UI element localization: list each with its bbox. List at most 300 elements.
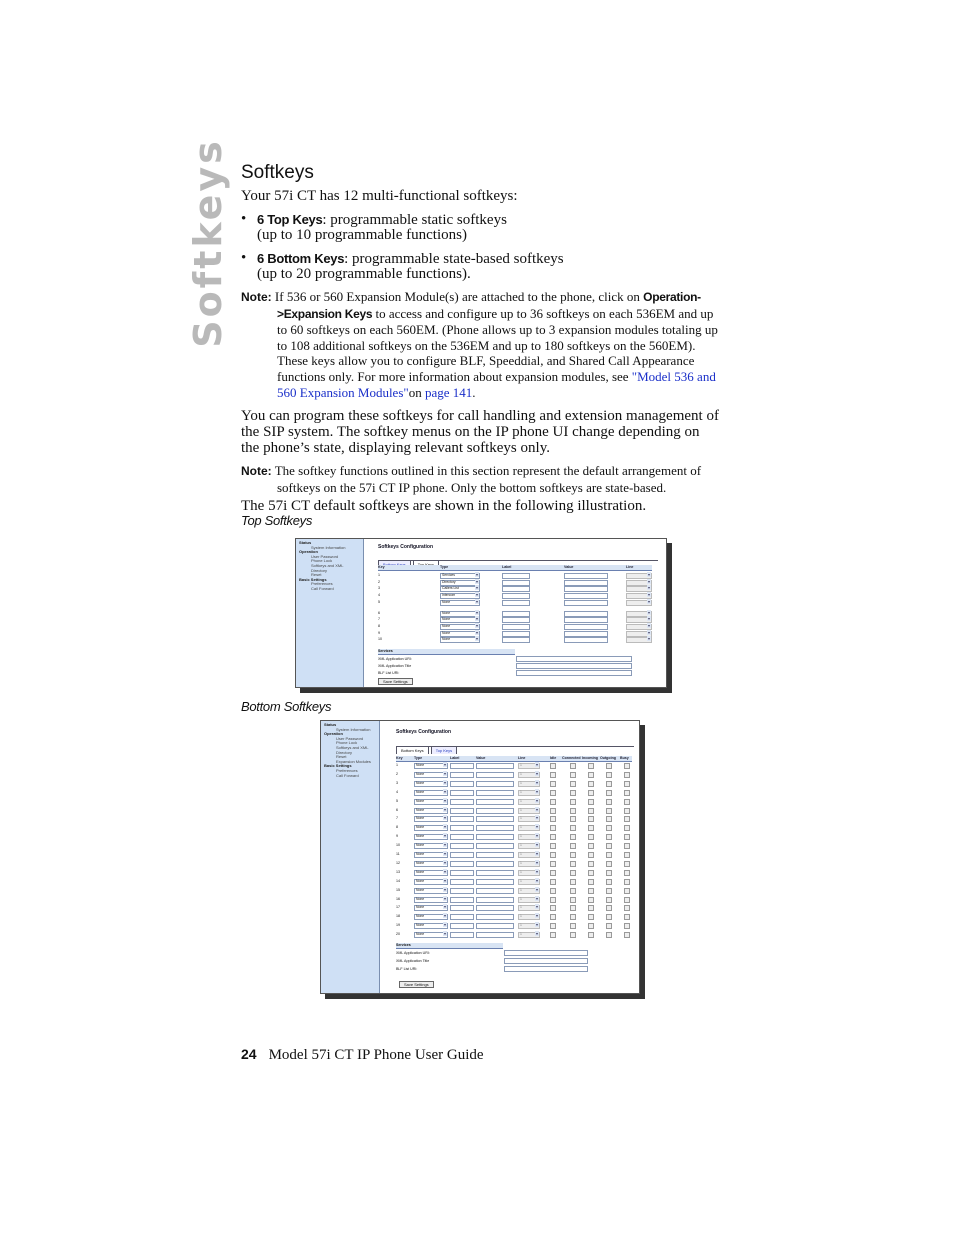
value-input[interactable] [564, 631, 608, 637]
bottom-table-header [396, 756, 632, 762]
state-checkbox[interactable] [624, 897, 630, 903]
state-checkbox[interactable] [550, 825, 556, 831]
nav-item[interactable]: Preferences [336, 767, 358, 773]
expansion-modules-link[interactable]: "Model 536 and 560 Expansion Modules" [277, 368, 716, 400]
table-row [396, 790, 634, 795]
value-input[interactable] [476, 888, 514, 894]
type-value: None [416, 932, 425, 937]
label-input[interactable] [450, 816, 474, 822]
state-checkbox[interactable] [624, 888, 630, 894]
caption-top-softkeys: Top Softkeys [241, 513, 313, 528]
state-checkbox[interactable] [606, 914, 612, 920]
line-value: 1 [520, 887, 522, 892]
value-input[interactable] [564, 573, 608, 579]
label-input[interactable] [450, 861, 474, 867]
state-checkbox[interactable] [588, 932, 594, 938]
table-row [396, 852, 634, 857]
value-input[interactable] [564, 586, 608, 592]
label-input[interactable] [450, 843, 474, 849]
state-checkbox[interactable] [570, 808, 576, 814]
state-checkbox[interactable] [550, 790, 556, 796]
table-row [378, 600, 654, 605]
state-checkbox[interactable] [606, 781, 612, 787]
state-checkbox[interactable] [550, 843, 556, 849]
column-header: Key [378, 565, 385, 569]
state-checkbox[interactable] [588, 870, 594, 876]
bullet-text: : programmable static softkeys [322, 212, 507, 228]
table-row [396, 932, 634, 937]
state-checkbox[interactable] [606, 834, 612, 840]
state-checkbox[interactable] [550, 870, 556, 876]
bullet-text: (up to 20 programmable functions). [257, 266, 471, 282]
state-checkbox[interactable] [550, 932, 556, 938]
nav-item[interactable]: User Password [336, 735, 364, 741]
table-row [396, 897, 634, 902]
value-input[interactable] [476, 852, 514, 858]
state-checkbox[interactable] [588, 799, 594, 805]
tab-top-keys[interactable]: Top Keys [431, 746, 457, 754]
table-row [396, 825, 634, 830]
state-checkbox[interactable] [588, 923, 594, 929]
label-input[interactable] [450, 825, 474, 831]
state-checkbox[interactable] [570, 914, 576, 920]
state-checkbox[interactable] [624, 834, 630, 840]
table-row [378, 631, 654, 636]
value-input[interactable] [564, 637, 608, 643]
state-checkbox[interactable] [606, 772, 612, 778]
key-number: 17 [396, 905, 400, 910]
key-number: 4 [396, 789, 398, 794]
service-label: BLF List URI: [378, 671, 400, 675]
key-number: 1 [378, 573, 380, 577]
label-input[interactable] [502, 593, 530, 599]
state-checkbox[interactable] [570, 923, 576, 929]
note-text: . [472, 384, 476, 400]
state-checkbox[interactable] [550, 879, 556, 885]
label-input[interactable] [450, 870, 474, 876]
value-input[interactable] [476, 781, 514, 787]
table-row [396, 772, 634, 777]
value-input[interactable] [476, 763, 514, 769]
state-checkbox[interactable] [606, 905, 612, 911]
page-content [241, 162, 721, 514]
service-input[interactable] [516, 656, 632, 662]
value-input[interactable] [476, 790, 514, 796]
table-row [396, 923, 634, 928]
key-number: 1 [396, 763, 398, 767]
state-checkbox[interactable] [624, 781, 630, 787]
note-text: on [408, 384, 422, 400]
type-value: None [416, 825, 425, 830]
value-input[interactable] [476, 870, 514, 876]
column-header: Label [502, 565, 512, 569]
bottom-services-header [396, 943, 503, 949]
state-checkbox[interactable] [588, 772, 594, 778]
state-checkbox[interactable] [570, 852, 576, 858]
table-row [396, 843, 634, 848]
state-checkbox[interactable] [550, 763, 556, 769]
state-checkbox[interactable] [606, 808, 612, 814]
state-checkbox[interactable] [550, 861, 556, 867]
key-number: 4 [378, 593, 380, 598]
state-checkbox[interactable] [606, 799, 612, 805]
key-number: 3 [396, 780, 398, 785]
column-header: Line [518, 756, 526, 760]
label-input[interactable] [502, 637, 530, 643]
column-header: Incoming [582, 756, 598, 760]
type-value: None [416, 843, 425, 848]
label-input[interactable] [450, 781, 474, 787]
state-checkbox[interactable] [624, 879, 630, 885]
state-checkbox[interactable] [570, 897, 576, 903]
key-number: 10 [378, 637, 382, 642]
nav-item[interactable]: Softkeys and XML [311, 562, 344, 568]
value-input[interactable] [564, 611, 608, 617]
note-text: If 536 or 560 Expansion Module(s) are attached to the phone, click on [274, 289, 640, 304]
state-checkbox[interactable] [570, 825, 576, 831]
line-value: 1 [520, 905, 522, 910]
state-checkbox[interactable] [588, 897, 594, 903]
label-input[interactable] [450, 905, 474, 911]
nav-item[interactable]: User Password [311, 553, 339, 559]
key-number: 8 [378, 623, 380, 628]
type-value: None [442, 623, 451, 628]
line-value: 1 [520, 807, 522, 812]
table-row [396, 816, 634, 821]
key-number: 6 [396, 807, 398, 812]
line-value: 1 [520, 789, 522, 794]
state-checkbox[interactable] [550, 852, 556, 858]
value-input[interactable] [476, 808, 514, 814]
state-checkbox[interactable] [606, 888, 612, 894]
state-checkbox[interactable] [606, 763, 612, 769]
state-checkbox[interactable] [550, 772, 556, 778]
value-input[interactable] [476, 923, 514, 929]
label-input[interactable] [450, 879, 474, 885]
nav-item[interactable]: System Information [336, 726, 371, 732]
value-input[interactable] [476, 914, 514, 920]
table-row [396, 781, 634, 786]
note-text: The softkey functions outlined in this section represent the default arrangement of softkeys on the 57i CT IP phone. Only the bottom softkeys are state-based. [274, 463, 702, 495]
state-checkbox[interactable] [570, 843, 576, 849]
state-checkbox[interactable] [606, 879, 612, 885]
column-header: Value [476, 756, 486, 760]
key-number: 7 [396, 816, 398, 821]
service-input[interactable] [504, 966, 588, 972]
state-checkbox[interactable] [588, 888, 594, 894]
label-input[interactable] [450, 834, 474, 840]
label-input[interactable] [450, 790, 474, 796]
state-checkbox[interactable] [606, 790, 612, 796]
value-input[interactable] [476, 879, 514, 885]
service-input[interactable] [504, 958, 588, 964]
state-checkbox[interactable] [570, 799, 576, 805]
state-checkbox[interactable] [606, 843, 612, 849]
state-checkbox[interactable] [588, 843, 594, 849]
service-label: XML Application URI: [396, 951, 430, 955]
side-tab [186, 137, 230, 348]
illustration-paragraph: The 57i CT default softkeys are shown in the following illustration. [241, 498, 647, 515]
intro-text: Your 57i CT has 12 multi-functional softkeys: [241, 188, 518, 204]
nav-item[interactable]: Call Forward [336, 772, 359, 778]
state-checkbox[interactable] [588, 834, 594, 840]
table-row [396, 914, 634, 919]
nav-item[interactable]: Reset [311, 572, 322, 578]
state-checkbox[interactable] [624, 905, 630, 911]
value-input[interactable] [476, 772, 514, 778]
state-checkbox[interactable] [588, 852, 594, 858]
state-checkbox[interactable] [624, 816, 630, 822]
label-input[interactable] [450, 897, 474, 903]
line-value: 1 [520, 878, 522, 883]
service-input[interactable] [504, 950, 588, 956]
services-label: Services [378, 649, 393, 653]
bullet-text: (up to 10 programmable functions) [257, 227, 467, 243]
bottom-config-title: Softkeys Configuration [396, 729, 452, 735]
service-input[interactable] [516, 663, 632, 669]
state-checkbox[interactable] [606, 825, 612, 831]
value-input[interactable] [564, 624, 608, 630]
label-input[interactable] [502, 624, 530, 630]
key-number: 15 [396, 887, 400, 892]
table-row [378, 586, 654, 591]
value-input[interactable] [564, 580, 608, 586]
type-value: None [416, 914, 425, 919]
column-header: Outgoing [600, 756, 616, 760]
state-checkbox[interactable] [550, 888, 556, 894]
table-row [396, 870, 634, 875]
state-checkbox[interactable] [624, 870, 630, 876]
nav-item[interactable]: System Information [311, 544, 346, 550]
nav-item: Basic Settings [324, 763, 352, 769]
nav-item: Operation [324, 731, 343, 737]
services-label: Services [396, 943, 411, 947]
nav-item[interactable]: Softkeys and XML [336, 744, 369, 750]
nav-item[interactable]: Call Forward [311, 585, 334, 591]
label-input[interactable] [450, 923, 474, 929]
column-header: Busy [620, 756, 629, 760]
state-checkbox[interactable] [606, 897, 612, 903]
state-checkbox[interactable] [624, 808, 630, 814]
label-input[interactable] [450, 808, 474, 814]
table-row [378, 580, 654, 585]
key-number: 18 [396, 914, 400, 919]
state-checkbox[interactable] [570, 772, 576, 778]
state-checkbox[interactable] [570, 781, 576, 787]
state-checkbox[interactable] [624, 790, 630, 796]
state-checkbox[interactable] [606, 852, 612, 858]
top-save-button[interactable]: Save Settings [378, 678, 413, 685]
label-input[interactable] [450, 763, 474, 769]
state-checkbox[interactable] [550, 781, 556, 787]
value-input[interactable] [564, 617, 608, 623]
line-value: 1 [520, 816, 522, 821]
state-checkbox[interactable] [606, 923, 612, 929]
label-input[interactable] [502, 600, 530, 606]
state-checkbox[interactable] [624, 843, 630, 849]
state-checkbox[interactable] [570, 816, 576, 822]
page-footer [241, 1046, 484, 1064]
line-select[interactable] [626, 637, 652, 643]
bullet-bold: 6 Bottom Keys [257, 251, 345, 266]
menu-path: Operation->Expansion Keys [277, 290, 701, 321]
nav-item[interactable]: Phone Lock [311, 558, 333, 564]
label-input[interactable] [450, 799, 474, 805]
state-checkbox[interactable] [606, 816, 612, 822]
state-checkbox[interactable] [588, 825, 594, 831]
state-checkbox[interactable] [606, 861, 612, 867]
bullet-bottom-keys: • 6 Bottom Keys: programmable state-based softkeys (up to 20 programmable functions). [241, 250, 564, 282]
line-value: 1 [520, 798, 522, 803]
bottom-tabs [396, 739, 634, 753]
service-input[interactable] [516, 670, 632, 676]
state-checkbox[interactable] [588, 879, 594, 885]
nav-item[interactable]: Directory [336, 749, 353, 755]
value-input[interactable] [476, 897, 514, 903]
state-checkbox[interactable] [624, 861, 630, 867]
label-input[interactable] [450, 772, 474, 778]
value-input[interactable] [476, 932, 514, 938]
top-config-title: Softkeys Configuration [378, 544, 434, 550]
state-checkbox[interactable] [570, 888, 576, 894]
column-header: Connected [562, 756, 581, 760]
type-value: None [442, 630, 451, 635]
state-checkbox[interactable] [624, 772, 630, 778]
state-checkbox[interactable] [550, 905, 556, 911]
type-value: None [416, 878, 425, 883]
line-value: 1 [520, 834, 522, 839]
nav-item[interactable]: Directory [311, 567, 328, 573]
state-checkbox[interactable] [550, 816, 556, 822]
key-number: 14 [396, 878, 400, 883]
value-input[interactable] [564, 593, 608, 599]
bottom-save-button[interactable]: Save Settings [399, 981, 434, 988]
state-checkbox[interactable] [624, 923, 630, 929]
table-row [378, 624, 654, 629]
key-number: 19 [396, 923, 400, 928]
state-checkbox[interactable] [624, 852, 630, 858]
state-checkbox[interactable] [624, 932, 630, 938]
state-checkbox[interactable] [588, 790, 594, 796]
table-row [396, 861, 634, 866]
state-checkbox[interactable] [606, 932, 612, 938]
state-checkbox[interactable] [570, 763, 576, 769]
note-default [241, 463, 721, 495]
line-select[interactable] [626, 600, 652, 606]
state-checkbox[interactable] [550, 923, 556, 929]
label-input[interactable] [502, 631, 530, 637]
state-checkbox[interactable] [588, 914, 594, 920]
state-checkbox[interactable] [624, 799, 630, 805]
state-checkbox[interactable] [624, 763, 630, 769]
state-checkbox[interactable] [588, 816, 594, 822]
type-value: None [442, 599, 451, 604]
value-input[interactable] [476, 905, 514, 911]
state-checkbox[interactable] [624, 914, 630, 920]
state-checkbox[interactable] [570, 870, 576, 876]
table-row [378, 573, 654, 578]
key-number: 3 [378, 586, 380, 591]
table-row [378, 637, 654, 642]
state-checkbox[interactable] [570, 861, 576, 867]
state-checkbox[interactable] [550, 834, 556, 840]
state-checkbox[interactable] [550, 914, 556, 920]
label-input[interactable] [502, 586, 530, 592]
state-checkbox[interactable] [570, 905, 576, 911]
label-input[interactable] [502, 580, 530, 586]
value-input[interactable] [476, 799, 514, 805]
state-checkbox[interactable] [570, 932, 576, 938]
value-input[interactable] [476, 843, 514, 849]
column-header: Type [440, 565, 449, 569]
nav-item: Basic Settings [299, 576, 327, 582]
value-input[interactable] [476, 825, 514, 831]
nav-item[interactable]: Expansion Modules [336, 758, 371, 764]
value-input[interactable] [564, 600, 608, 606]
label-input[interactable] [450, 914, 474, 920]
state-checkbox[interactable] [550, 799, 556, 805]
type-value: None [416, 763, 425, 767]
state-checkbox[interactable] [570, 834, 576, 840]
type-value: Directory [442, 579, 456, 584]
value-input[interactable] [476, 816, 514, 822]
state-checkbox[interactable] [588, 905, 594, 911]
service-label: XML Application Title [378, 664, 412, 668]
key-number: 6 [378, 610, 380, 615]
state-checkbox[interactable] [550, 808, 556, 814]
note-label: Note: [241, 290, 272, 304]
key-number: 5 [396, 798, 398, 803]
line-value: 1 [520, 843, 522, 848]
page-141-link[interactable]: page 141 [424, 384, 473, 400]
type-value: None [416, 771, 425, 776]
state-checkbox[interactable] [570, 790, 576, 796]
state-checkbox[interactable] [588, 763, 594, 769]
state-checkbox[interactable] [606, 870, 612, 876]
type-value: None [416, 789, 425, 794]
key-number: 7 [378, 617, 380, 622]
column-header: Line [626, 565, 634, 569]
table-row [378, 611, 654, 616]
state-checkbox[interactable] [550, 897, 556, 903]
line-value: 1 [520, 869, 522, 874]
nav-item: Status [299, 540, 312, 545]
label-input[interactable] [502, 611, 530, 617]
state-checkbox[interactable] [570, 879, 576, 885]
value-input[interactable] [476, 834, 514, 840]
state-checkbox[interactable] [588, 808, 594, 814]
note-text: to access and configure up to 36 softkeys on each 536EM and up to 60 softkeys on each 560EM. (Phone allows up to 3 expansion modules totaling up to 108 additional softkeys on the 536EM and up to 180 softkeys on the 560EM). These keys allow you to configure BLF, Speeddial, and Shared Call Appearance functions only. For more information about expansion modules, see [277, 305, 718, 384]
column-header: Value [564, 565, 574, 569]
nav-item[interactable]: Preferences [311, 581, 333, 587]
label-input[interactable] [502, 573, 530, 579]
nav-item[interactable]: Reset [336, 754, 347, 760]
bullet-top-keys: • 6 Top Keys: programmable static softkeys (up to 10 programmable functions) [241, 211, 507, 243]
label-input[interactable] [450, 888, 474, 894]
label-input[interactable] [450, 852, 474, 858]
state-checkbox[interactable] [588, 861, 594, 867]
state-checkbox[interactable] [588, 781, 594, 787]
type-value: None [416, 869, 425, 874]
key-number: 20 [396, 932, 400, 937]
value-input[interactable] [476, 861, 514, 867]
tab-bottom-keys[interactable]: Bottom Keys [396, 746, 429, 754]
label-input[interactable] [502, 617, 530, 623]
key-number: 12 [396, 860, 400, 865]
label-input[interactable] [450, 932, 474, 938]
state-checkbox[interactable] [624, 825, 630, 831]
nav-item[interactable]: Phone Lock [336, 740, 358, 746]
